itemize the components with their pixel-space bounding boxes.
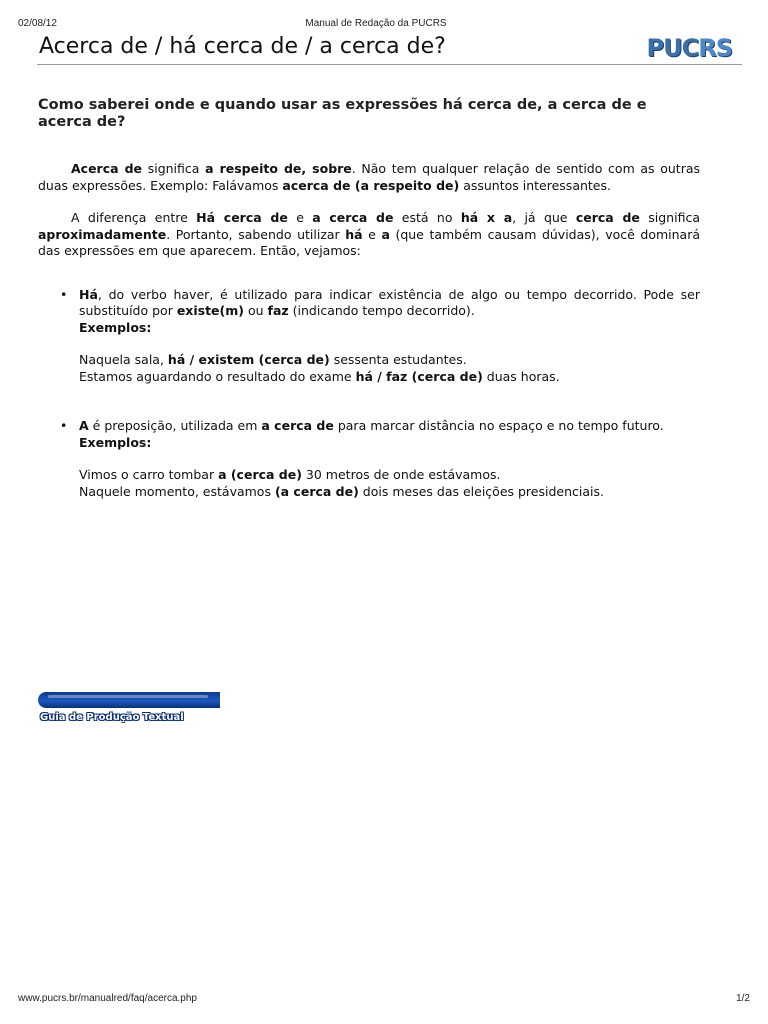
text-run: é preposição, utilizada em bbox=[88, 418, 262, 433]
guia-producao-textual-banner[interactable] bbox=[38, 692, 220, 729]
text-run: significa bbox=[639, 210, 700, 225]
text-run: Naquela sala, bbox=[79, 352, 168, 367]
list-item-a bbox=[38, 418, 700, 500]
bold-text: a cerca de bbox=[312, 210, 394, 225]
banner-bar bbox=[38, 692, 220, 708]
list-item-text bbox=[79, 418, 700, 435]
example-line bbox=[79, 352, 700, 369]
bold-text: existe(m) bbox=[176, 303, 244, 318]
text-run: 30 metros de onde estávamos. bbox=[301, 467, 501, 482]
banner-text: Guia de Produção Textual bbox=[40, 712, 184, 723]
text-run: A diferença entre bbox=[71, 210, 197, 225]
text-run: e bbox=[362, 226, 382, 242]
text-run: , do verbo haver, é utilizado para indicar existência de algo ou tempo decorrido. Pode ser substituído por bbox=[79, 286, 700, 318]
bold-text: acerca de (a respeito de) bbox=[282, 177, 460, 193]
bold-text: a bbox=[381, 226, 390, 242]
example-line bbox=[79, 467, 700, 484]
text-run: Estamos aguardando o resultado do exame bbox=[79, 368, 356, 384]
bold-text: há / existem (cerca de) bbox=[167, 352, 330, 367]
question-heading: Como saberei onde e quando usar as expressões há cerca de, a cerca de e acerca de? bbox=[38, 97, 647, 130]
example-line bbox=[79, 484, 700, 501]
paragraph-diferenca bbox=[38, 210, 700, 260]
page-url: www.pucrs.br/manualred/faq/acerca.php bbox=[18, 993, 197, 1004]
bold-text: há x a bbox=[460, 210, 513, 225]
text-run: e bbox=[287, 210, 313, 225]
bold-text: Acerca de bbox=[71, 161, 143, 176]
text-run: Naquele momento, estávamos bbox=[79, 483, 275, 499]
bold-text: a (cerca de) bbox=[218, 467, 302, 482]
bullet-icon: • bbox=[60, 286, 68, 302]
bold-text: há bbox=[345, 226, 363, 242]
text-run: (indicando tempo decorrido). bbox=[288, 303, 475, 318]
text-run: está no bbox=[393, 210, 461, 225]
logo-part-puc: PUC bbox=[646, 34, 699, 62]
examples-heading: Exemplos: bbox=[79, 319, 152, 335]
print-date: 02/08/12 bbox=[18, 18, 57, 29]
text-run: . Não tem qualquer relação de sentido com as outras duas expressões. Exemplo: Falávamos bbox=[38, 161, 701, 193]
bold-text: a cerca de bbox=[261, 418, 334, 433]
usage-list bbox=[38, 287, 700, 501]
bold-text: Há bbox=[79, 286, 98, 302]
page-number: 1/2 bbox=[736, 993, 750, 1004]
bold-text: cerca de bbox=[575, 210, 640, 225]
bold-text: A bbox=[79, 418, 89, 433]
bold-text: Há cerca de bbox=[196, 210, 288, 225]
text-run: para marcar distância no espaço e no tempo futuro. bbox=[333, 418, 664, 433]
text-run: duas horas. bbox=[482, 368, 560, 384]
list-item-ha bbox=[38, 287, 700, 386]
title-bar bbox=[37, 36, 742, 65]
text-run: dois meses das eleições presidenciais. bbox=[358, 483, 604, 499]
examples-heading: Exemplos: bbox=[79, 434, 152, 450]
text-run: Vimos o carro tombar bbox=[79, 467, 219, 482]
text-run: , já que bbox=[512, 210, 576, 225]
text-run: assuntos interessantes. bbox=[459, 177, 611, 193]
text-run: ou bbox=[243, 303, 268, 318]
examples-block bbox=[79, 352, 700, 385]
bullet-icon: • bbox=[60, 418, 68, 433]
bold-text: (a cerca de) bbox=[274, 483, 359, 499]
text-run: (que também causam dúvidas), você dominará das expressões em que aparecem. Então, vejamos: bbox=[38, 226, 700, 258]
list-item-text bbox=[79, 287, 700, 320]
article-content bbox=[38, 97, 700, 500]
pucrs-logo[interactable] bbox=[647, 34, 732, 62]
examples-block bbox=[79, 467, 700, 500]
bold-text: aproximadamente bbox=[38, 226, 167, 242]
print-page-title: Manual de Redação da PUCRS bbox=[305, 18, 447, 29]
bold-text: há / faz (cerca de) bbox=[355, 368, 483, 384]
logo-part-rs: RS bbox=[698, 34, 732, 62]
bold-text: faz bbox=[267, 303, 289, 318]
text-run: significa bbox=[142, 161, 206, 176]
paragraph-acerca-de bbox=[38, 161, 700, 194]
example-line bbox=[79, 369, 700, 386]
text-run: . Portanto, sabendo utilizar bbox=[166, 226, 346, 242]
text-run: sessenta estudantes. bbox=[329, 352, 467, 367]
page-title: Acerca de / há cerca de / a cerca de? bbox=[39, 34, 446, 59]
bold-text: a respeito de, sobre bbox=[205, 161, 352, 176]
